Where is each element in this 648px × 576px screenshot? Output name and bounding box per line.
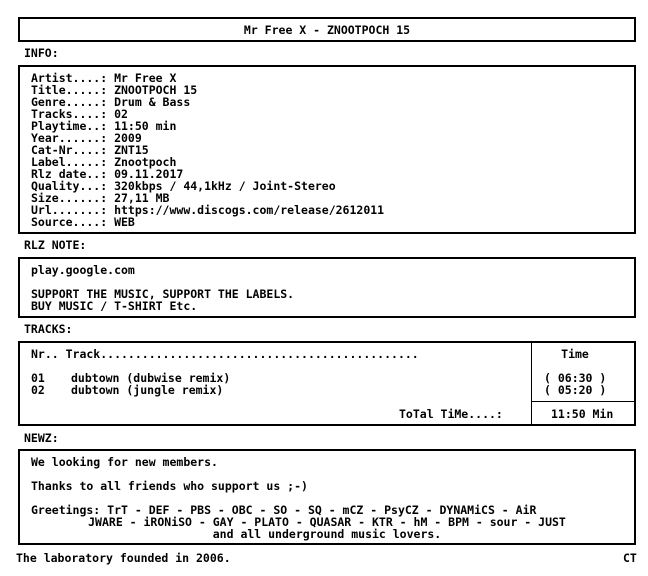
info-cat-nr: Cat-Nr....: ZNT15 bbox=[31, 143, 149, 157]
info-size: Size......: 27,11 MB bbox=[31, 191, 170, 205]
newz-line: We looking for new members. bbox=[31, 455, 218, 469]
footer-right: CT bbox=[623, 551, 637, 565]
track-title: dubtown (dubwise remix) bbox=[71, 371, 231, 385]
track-time: ( 06:30 ) bbox=[544, 371, 607, 385]
info-rlz-date: Rlz date..: 09.11.2017 bbox=[31, 167, 184, 181]
track-nr: 01 bbox=[31, 371, 45, 385]
track-time: ( 05:20 ) bbox=[544, 383, 607, 397]
tracks-label: TRACKS: bbox=[24, 322, 73, 336]
rlz-note-line: BUY MUSIC / T-SHIRT Etc. bbox=[31, 299, 198, 313]
total-time-label: ToTal TiMe....: bbox=[399, 407, 503, 421]
info-label-name: Label.....: Znootpoch bbox=[31, 155, 177, 169]
time-header: Time bbox=[561, 347, 589, 361]
info-tracks: Tracks....: 02 bbox=[31, 107, 128, 121]
info-title: Title.....: ZNOOTPOCH 15 bbox=[31, 83, 198, 97]
info-url: Url.......: https://www.discogs.com/release/2612011 bbox=[31, 203, 385, 217]
info-quality: Quality...: 320kbps / 44,1kHz / Joint-Stereo bbox=[31, 179, 336, 193]
release-title: Mr Free X - ZNOOTPOCH 15 bbox=[243, 23, 411, 37]
rlz-note-line: play.google.com bbox=[31, 263, 135, 277]
newz-greetings: Greetings: TrT - DEF - PBS - OBC - SO - SQ - mCZ - PsyCZ - DYNAMiCS - AiR bbox=[31, 503, 537, 517]
total-time-value: 11:50 Min bbox=[551, 407, 614, 421]
newz-greetings-end: and all underground music lovers. bbox=[212, 527, 442, 541]
newz-line: Thanks to all friends who support us ;-) bbox=[31, 479, 308, 493]
track-nr: 02 bbox=[31, 383, 45, 397]
tracks-total-divider bbox=[532, 401, 635, 402]
info-label: INFO: bbox=[24, 46, 59, 60]
info-playtime: Playtime..: 11:50 min bbox=[31, 119, 177, 133]
rlz-note-line: SUPPORT THE MUSIC, SUPPORT THE LABELS. bbox=[31, 287, 295, 301]
rlz-note-label: RLZ NOTE: bbox=[24, 238, 87, 252]
track-title: dubtown (jungle remix) bbox=[71, 383, 224, 397]
info-source: Source....: WEB bbox=[31, 215, 135, 229]
info-artist: Artist....: Mr Free X bbox=[31, 71, 177, 85]
info-year: Year......: 2009 bbox=[31, 131, 142, 145]
footer-left: The laboratory founded in 2006. bbox=[16, 551, 231, 565]
info-genre: Genre.....: Drum & Bass bbox=[31, 95, 191, 109]
newz-label: NEWZ: bbox=[24, 431, 59, 445]
newz-greetings-cont: JWARE - iRONiSO - GAY - PLATO - QUASAR - KTR - hM - BPM - sour - JUST bbox=[88, 515, 566, 529]
tracks-header: Nr.. Track.............................................. bbox=[31, 347, 419, 361]
